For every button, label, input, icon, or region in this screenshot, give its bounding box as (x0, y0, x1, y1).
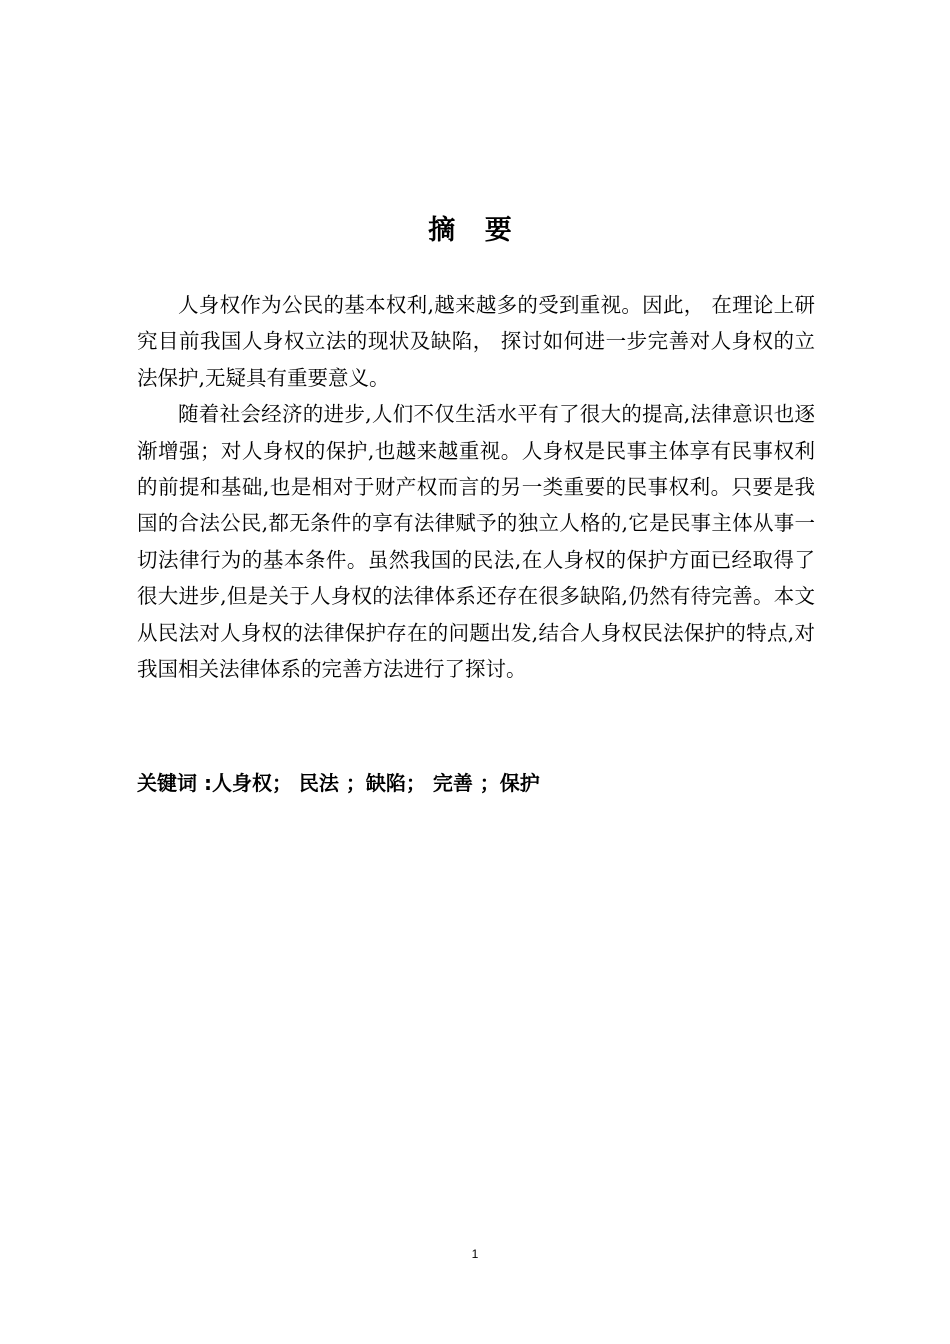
abstract-paragraph-2: 随着社会经济的进步,人们不仅生活水平有了很大的提高,法律意识也逐渐增强；对人身权的保护,也越来越重视。人身权是民事主体享有民事权利的前提和基础,也是相对于财产权而言的另一类重要的民事权利。只要是我国的合法公民,都无条件的享有法律赋予的独立人格的,它是民事主体从事一切法律行为的基本条件。虽然我国的民法,在人身权的保护方面已经取得了很大进步,但是关于人身权的法律体系还存在很多缺陷,仍然有待完善。本文从民法对人身权的法律保护存在的问题出发,结合人身权民法保护的特点,对我国相关法律体系的完善方法进行了探讨。 (137, 402, 815, 682)
abstract-title: 摘 要 (428, 215, 522, 246)
abstract-body (137, 287, 815, 687)
abstract-paragraph-1: 人身权作为公民的基本权利,越来越多的受到重视。因此， 在理论上研究目前我国人身权立法的现状及缺陷， 探讨如何进一步完善对人身权的立法保护,无疑具有重要意义。 (137, 293, 815, 390)
keywords-line: 关键词 :人身权； 民法 ；缺陷； 完善 ；保护 (137, 771, 540, 795)
page-number: 1 (471, 1247, 479, 1261)
